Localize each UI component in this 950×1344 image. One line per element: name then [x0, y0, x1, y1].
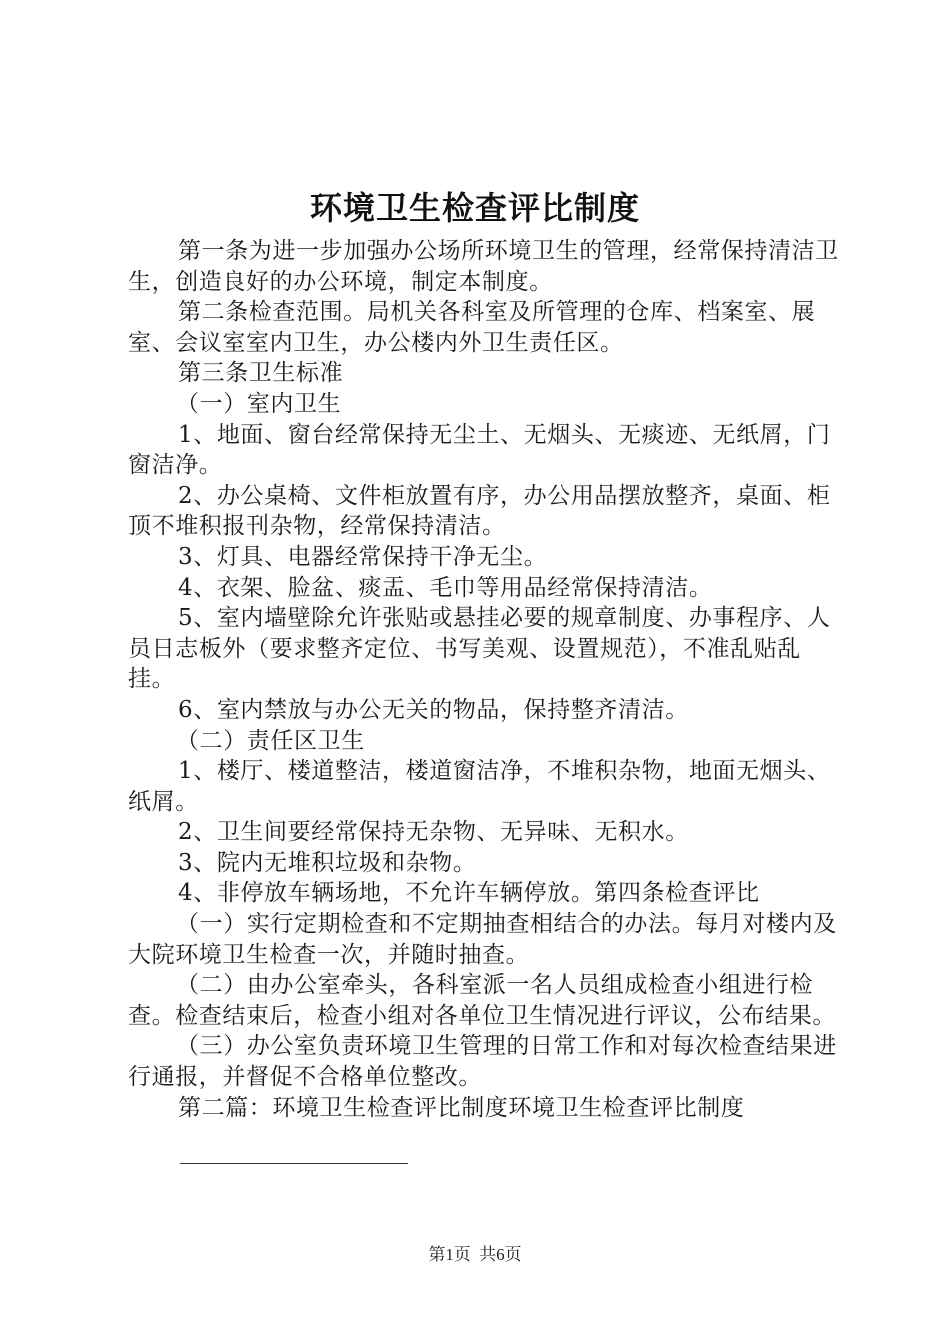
paragraph: 第二篇：环境卫生检查评比制度环境卫生检查评比制度 — [178, 1094, 745, 1121]
paragraph: 5、室内墙壁除允许张贴或悬挂必要的规章制度、办事程序、人员日志板外（要求整齐定位、书写美观、设置规范），不准乱贴乱挂。 — [128, 605, 831, 693]
paragraph: （三）办公室负责环境卫生管理的日常工作和对每次检查结果进行通报，并督促不合格单位整改。 — [128, 1033, 837, 1091]
paragraph: 3、院内无堆积垃圾和杂物。 — [178, 849, 477, 876]
paragraph: 第一条为进一步加强办公场所环境卫生的管理，经常保持清洁卫生，创造良好的办公环境，制定本制度。 — [128, 238, 839, 295]
paragraph: 4、非停放车辆场地，不允许车辆停放。第四条检查评比 — [178, 880, 760, 907]
paragraph: （二）责任区卫生 — [176, 727, 365, 754]
paragraph: 第二条检查范围。局机关各科室及所管理的仓库、档案室、展室、会议室室内卫生，办公楼内外卫生责任区。 — [128, 299, 816, 356]
page-number: 第1页 — [428, 1245, 471, 1264]
paragraph: （一）实行定期检查和不定期抽查相结合的办法。每月对楼内及大院环境卫生检查一次，并随时抽查。 — [128, 911, 837, 968]
paragraph: （二）由办公室牵头，各科室派一名人员组成检查小组进行检查。检查结束后，检查小组对各单位卫生情况进行评议，公布结果。 — [128, 972, 836, 1029]
paragraph: 6、室内禁放与办公无关的物品，保持整齐清洁。 — [178, 696, 689, 723]
document-body — [128, 236, 846, 1123]
paragraph: 3、灯具、电器经常保持干净无尘。 — [178, 543, 548, 570]
paragraph: （一）室内卫生 — [176, 390, 342, 417]
paragraph: 1、地面、窗台经常保持无尘土、无烟头、无痰迹、无纸屑，门窗洁净。 — [128, 421, 831, 479]
paragraph: 第三条卫生标准 — [178, 360, 344, 387]
page-total: 共6页 — [479, 1245, 522, 1264]
page-footer — [0, 1244, 950, 1266]
paragraph: 1、楼厅、楼道整洁，楼道窗洁净，不堆积杂物，地面无烟头、纸屑。 — [128, 758, 831, 815]
paragraph: 2、办公桌椅、文件柜放置有序，办公用品摆放整齐，桌面、柜顶不堆积报刊杂物，经常保持清洁。 — [128, 482, 831, 540]
separator-line — [180, 1163, 408, 1164]
paragraph: 2、卫生间要经常保持无杂物、无异味、无积水。 — [178, 819, 689, 846]
paragraph: 4、衣架、脸盆、痰盂、毛巾等用品经常保持清洁。 — [178, 574, 713, 601]
document-title: 环境卫生检查评比制度 — [309, 189, 640, 227]
